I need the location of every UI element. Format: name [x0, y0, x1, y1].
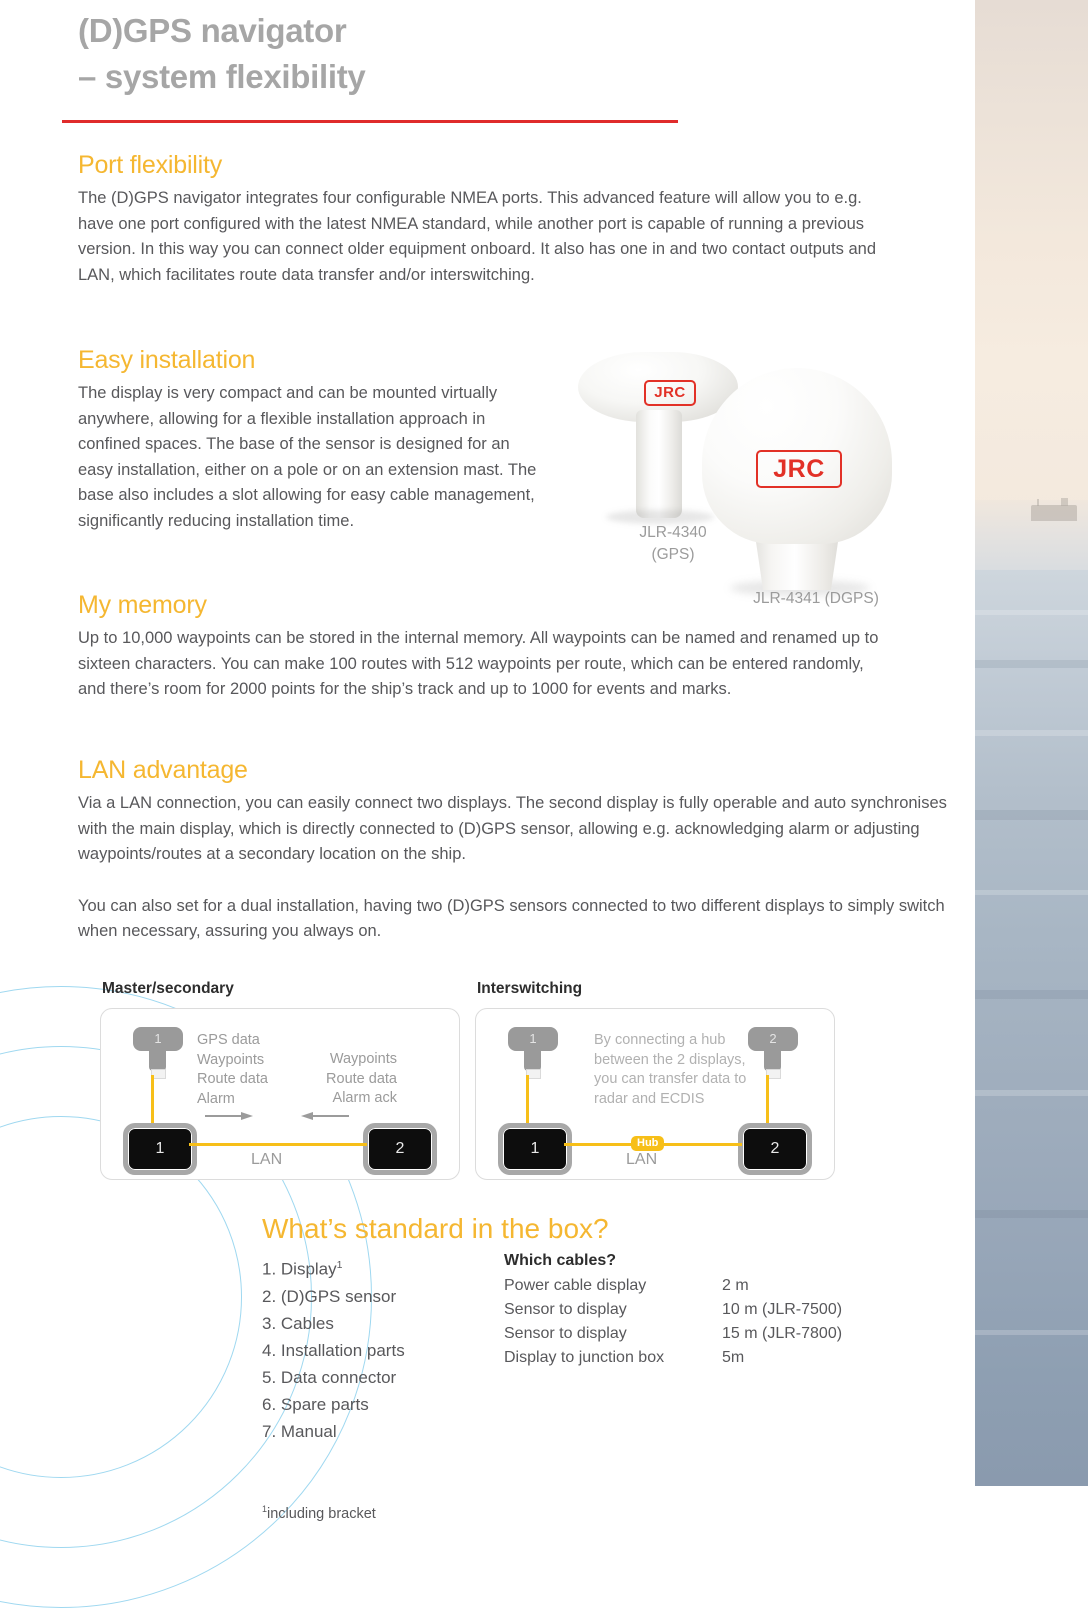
arrow-left-icon	[299, 1112, 349, 1121]
section-body: Up to 10,000 waypoints can be stored in the internal memory. All waypoints can be named and renamed up to sixteen characters. You can make 100 routes with 512 waypoints per route, which can be entered randomly, and there’s room for 2000 points for the ship’s track and up to 1000 for events and marks.	[78, 629, 879, 699]
wave-highlight	[975, 1330, 1088, 1335]
list-item: 7. Manual	[262, 1421, 337, 1441]
caption-jlr-4341: JLR-4341 (DGPS)	[753, 590, 879, 607]
jlr-4341-antenna-image	[702, 368, 892, 598]
note-line: you can transfer data to	[594, 1071, 747, 1087]
table-row	[504, 1274, 944, 1298]
flow-line: GPS data	[197, 1032, 260, 1048]
sensor-icon-1	[508, 1027, 558, 1079]
page-title-line2: – system flexibility	[78, 58, 366, 95]
wave-shadow	[975, 1210, 1088, 1218]
footnote-marker: 1	[336, 1259, 343, 1271]
section-heading: LAN advantage	[78, 756, 248, 784]
flow-line: Route data	[326, 1070, 397, 1087]
display-label: 1	[155, 1140, 165, 1157]
sea-photo-strip	[975, 0, 1088, 1486]
list-item-label: 1. Display	[262, 1259, 337, 1279]
hub-badge: Hub	[631, 1136, 664, 1151]
section-port-flexibility	[78, 150, 878, 288]
note-line: By connecting a hub	[594, 1032, 726, 1048]
arrow-head	[241, 1112, 253, 1120]
footnote	[262, 1504, 376, 1522]
display-label: 2	[770, 1140, 780, 1157]
flow-line: Waypoints	[197, 1051, 265, 1068]
display-2	[738, 1123, 812, 1175]
section-body: The (D)GPS navigator integrates four configurable NMEA ports. This advanced feature will allow you to e.g. have one port configured with the latest NMEA standard, while another port is capable of running a previous version. In this way you can connect older equipment onboard. It also has one in and two contact outputs and LAN, which facilitates route data transfer and/or interswitching.	[78, 189, 877, 284]
table-row	[504, 1322, 944, 1346]
list-item	[262, 1252, 502, 1283]
box-section-title: What’s standard in the box?	[262, 1213, 609, 1244]
cables-table	[504, 1252, 944, 1370]
arrow-shaft	[205, 1115, 243, 1117]
table-row	[504, 1346, 944, 1370]
flow-label-inbound	[277, 1050, 397, 1109]
box-items-list	[262, 1252, 502, 1445]
cable-value: 5m	[722, 1349, 745, 1366]
flow-line: Waypoints	[329, 1051, 397, 1067]
page-title-line1: (D)GPS navigator	[78, 12, 347, 49]
jrc-logo-icon: JRC	[644, 380, 696, 406]
sensor-icon-1	[133, 1027, 183, 1079]
product-photo	[530, 330, 930, 620]
flow-line: Alarm ack	[332, 1090, 397, 1106]
arrow-shaft	[311, 1115, 349, 1117]
cable-name: Sensor to display	[504, 1325, 627, 1342]
flow-line: Route data	[197, 1071, 268, 1087]
lan-cable	[189, 1143, 367, 1146]
cables-title: Which cables?	[504, 1252, 617, 1269]
section-heading: Port flexibility	[78, 151, 223, 179]
flow-label-outbound	[197, 1031, 268, 1109]
arrow-right-icon	[205, 1112, 255, 1121]
sensor-stem	[149, 1047, 166, 1071]
list-item: 5. Data connector	[262, 1367, 397, 1387]
display-label: 2	[395, 1140, 405, 1157]
page-title	[78, 8, 778, 100]
display-1	[123, 1123, 197, 1175]
wave-highlight	[975, 610, 1088, 615]
jrc-logo-icon: JRC	[756, 450, 842, 488]
cable-name: Sensor to display	[504, 1301, 627, 1318]
sensor-label: 1	[529, 1031, 537, 1046]
footnote-marker: 1	[262, 1504, 267, 1514]
lan-label: LAN	[626, 1151, 658, 1168]
display-label: 1	[530, 1140, 540, 1157]
sensor-label: 2	[769, 1031, 777, 1046]
caption-line2: (GPS)	[651, 546, 695, 563]
cable-value: 15 m (JLR-7800)	[722, 1325, 843, 1342]
arrow-head	[301, 1112, 313, 1120]
diagram-frame	[100, 1008, 460, 1180]
wave-shadow	[975, 990, 1088, 999]
box-contents-section	[262, 1212, 962, 1522]
sensor-label: 1	[154, 1031, 162, 1046]
wave-shadow	[975, 810, 1088, 820]
footnote-text: including bracket	[267, 1505, 376, 1522]
note-line: between the 2 displays,	[594, 1051, 746, 1068]
list-item: 3. Cables	[262, 1313, 334, 1333]
list-item: 6. Spare parts	[262, 1394, 369, 1414]
wave-highlight	[975, 730, 1088, 736]
cable-name: Power cable display	[504, 1277, 647, 1294]
section-heading: Easy installation	[78, 346, 256, 374]
section-body: The display is very compact and can be mounted virtually anywhere, allowing for a flexible installation approach in confined spaces. The base of the sensor is designed for an easy installation, either on a pole or on an extension mast. The base also includes a slot allowing for easy cable management, significantly reducing installation time.	[78, 384, 537, 530]
list-item: 4. Installation parts	[262, 1340, 405, 1360]
diagram-note	[594, 1031, 774, 1109]
section-lan-advantage	[78, 755, 953, 945]
display-2	[363, 1123, 437, 1175]
lan-label: LAN	[251, 1151, 283, 1168]
ship-silhouette-icon	[1031, 505, 1077, 521]
photo-sky	[975, 0, 1088, 520]
antenna-stem	[636, 410, 682, 518]
wave-highlight	[975, 890, 1088, 895]
diagram-frame	[475, 1008, 835, 1180]
section-heading: My memory	[78, 591, 207, 619]
diagram-interswitching	[475, 980, 835, 1180]
diagram-title: Master/secondary	[102, 980, 234, 997]
list-item: 2. (D)GPS sensor	[262, 1286, 397, 1306]
diagram-master-secondary	[100, 980, 460, 1180]
cable-name: Display to junction box	[504, 1349, 665, 1366]
cable-value: 2 m	[722, 1277, 749, 1294]
sensor-stem	[524, 1047, 541, 1071]
flow-line: Alarm	[197, 1090, 235, 1107]
wave-highlight	[975, 1090, 1088, 1096]
cable-value: 10 m (JLR-7500)	[722, 1301, 843, 1318]
caption-jlr-4340	[618, 522, 728, 566]
display-1	[498, 1123, 572, 1175]
diagram-row	[100, 980, 840, 1185]
section-body: Via a LAN connection, you can easily connect two displays. The second display is fully operable and auto synchronises with the main display, which is directly connected to (D)GPS sensor, allowing e.g. acknowledging alarm or adjusting waypoints/routes at a secondary location on the ship.	[78, 794, 947, 864]
section-body-second: You can also set for a dual installation, having two (D)GPS sensors connected to two different displays to simply switch when necessary, assuring you always on.	[78, 896, 945, 941]
diagram-title: Interswitching	[477, 980, 583, 997]
note-line: radar and ECDIS	[594, 1090, 705, 1107]
wave-shadow	[975, 660, 1088, 668]
table-row	[504, 1298, 944, 1322]
title-divider	[62, 120, 678, 123]
caption-line1: JLR-4340	[639, 524, 707, 541]
section-easy-installation	[78, 345, 558, 535]
photo-sea	[975, 570, 1088, 1486]
